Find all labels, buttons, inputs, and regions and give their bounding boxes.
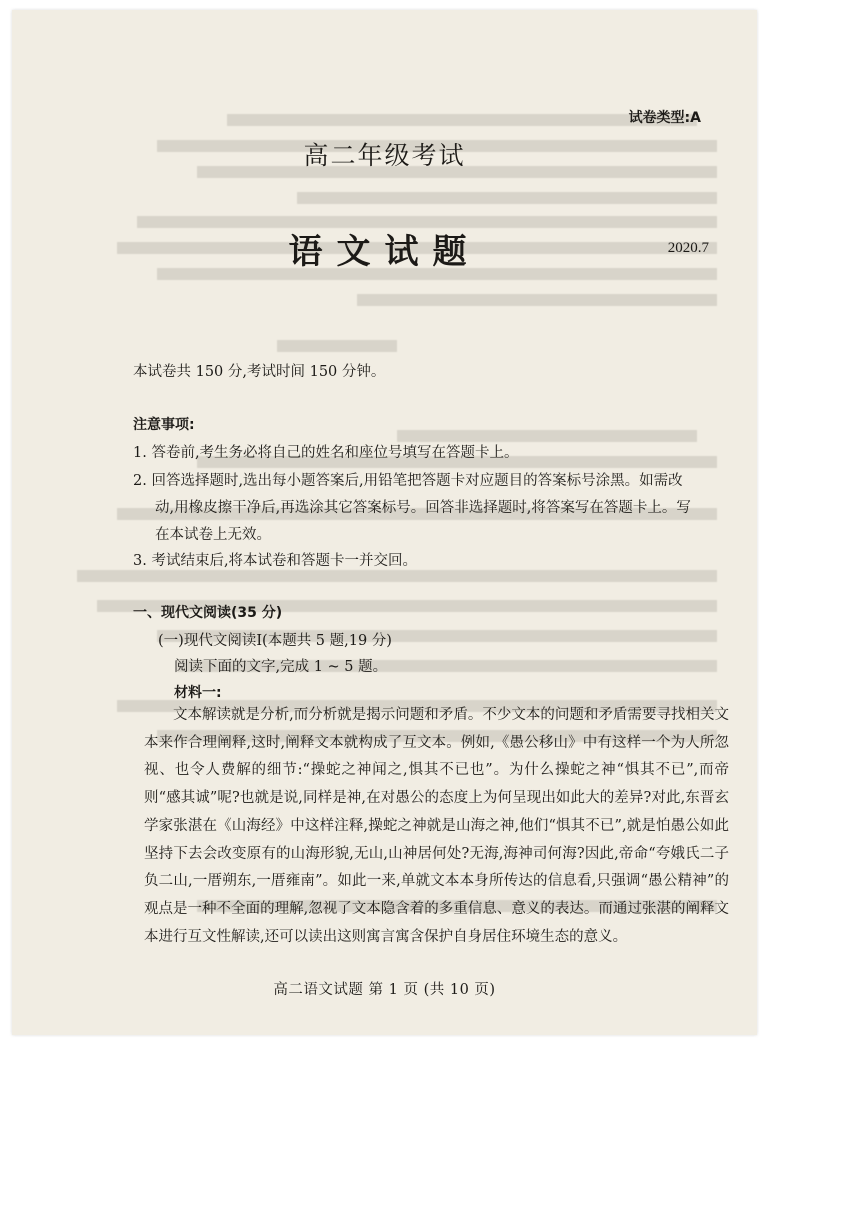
notice-heading: 注意事项: (133, 417, 195, 433)
notice-line: 2. 回答选择题时,选出每小题答案后,用铅笔把答题卡对应题目的答案标号涂黑。如需改 (133, 473, 683, 489)
notice-line: 动,用橡皮擦干净后,再选涂其它答案标号。回答非选择题时,将答案写在答题卡上。写 (155, 500, 691, 516)
notice-line: 1. 答卷前,考生务必将自己的姓名和座位号填写在答题卡上。 (133, 445, 519, 461)
notice-line: 3. 考试结束后,将本试卷和答题卡一并交回。 (133, 553, 418, 569)
reading-instruction: 阅读下面的文字,完成 1 ~ 5 题。 (174, 659, 388, 675)
exam-intro: 本试卷共 150 分,考试时间 150 分钟。 (133, 364, 386, 380)
subject-title: 语文试题 (288, 232, 481, 272)
notice-line: 在本试卷上无效。 (155, 527, 271, 543)
page-footer: 高二语文试题 第 1 页 (共 10 页) (273, 982, 496, 998)
section-heading: 一、现代文阅读(35 分) (133, 605, 283, 621)
material-label: 材料一: (174, 685, 222, 701)
paper-type-label: 试卷类型:A (628, 110, 701, 126)
exam-title: 高二年级考试 (303, 141, 466, 170)
material-paragraph: 文本解读就是分析,而分析就是揭示问题和矛盾。不少文本的问题和矛盾需要寻找相关文本来作合理阐释,这时,阐释文本就构成了互文本。例如,《愚公移山》中有这样一个为人所忽视、也令人费解的细节:“操蛇之神闻之,惧其不已也”。为什么操蛇之神“惧其不已”,而帝则“感其诚”呢?也就是说,同样是神,在对愚公的态度上为何呈现出如此大的差异?对此,东晋玄学家张湛在《山海经》中这样注释,操蛇之神就是山海之神,他们“惧其不已”,就是怕愚公如此坚持下去会改变原有的山海形貌,无山,山神居何处?无海,海神司何海?因此,帝命“夸娥氏二子负二山,一厝朔东,一厝雍南”。如此一来,单就文本本身所传达的信息看,只强调“愚公精神”的观点是一种不全面的理解,忽视了文本隐含着的多重信息、意义的表达。而通过张湛的阐释文本进行互文性解读,还可以读出这则寓言寓含保护自身居住环境生态的意义。 (144, 707, 729, 945)
section-subheading: (一)现代文阅读Ⅰ(本题共 5 题,19 分) (158, 633, 392, 649)
exam-date: 2020.7 (667, 240, 709, 256)
scanned-page (12, 10, 757, 1035)
